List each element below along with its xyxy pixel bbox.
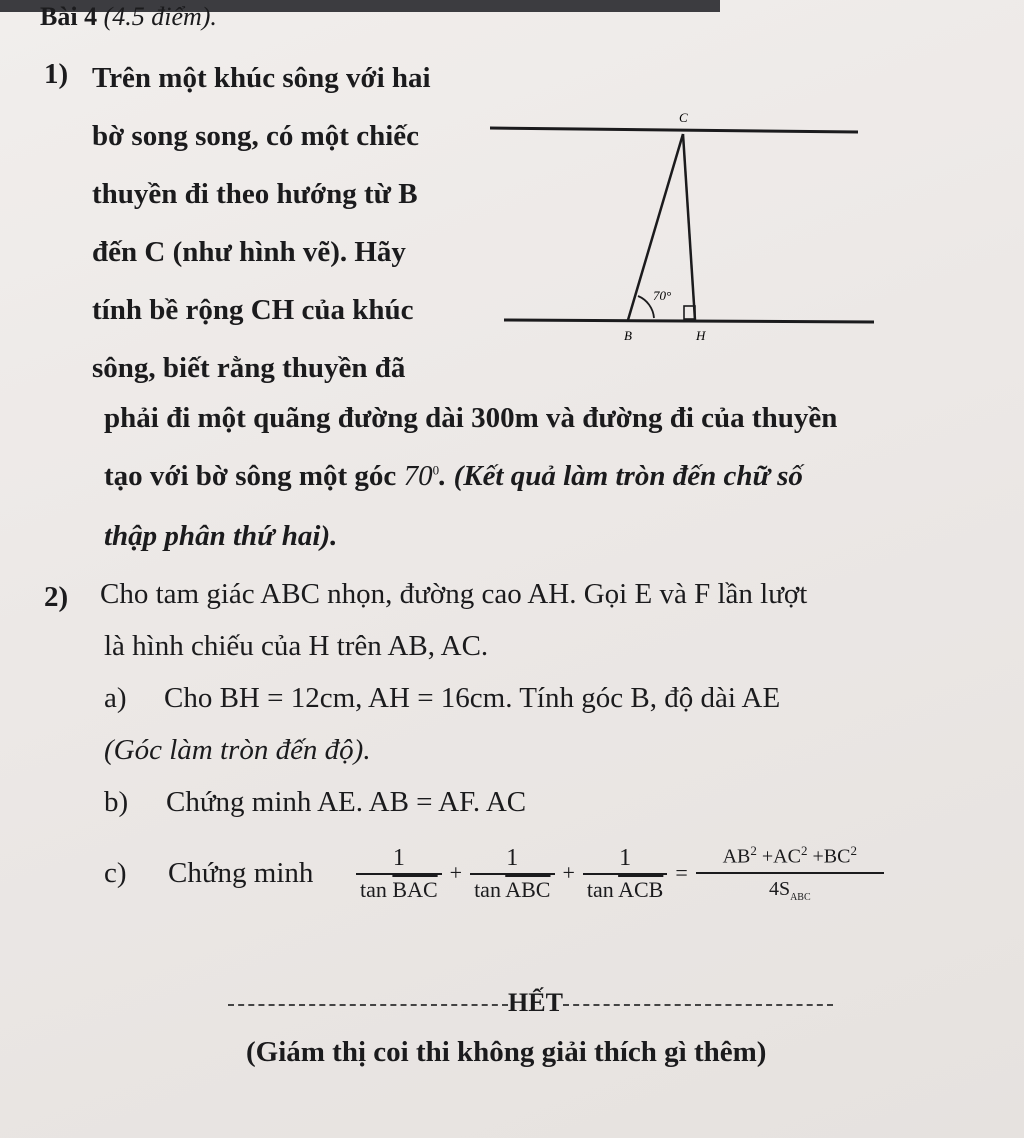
label-h: H xyxy=(696,328,706,343)
problem-1-line: bờ song song, có một chiếc xyxy=(92,120,420,152)
problem-2-number: 2) xyxy=(44,581,69,613)
end-dash-right xyxy=(563,1004,833,1006)
angle-label: 70° xyxy=(653,288,672,303)
problem-1-line-8: tạo với bờ sông một góc $70^0$. (Kết quả làm tròn đến chữ số xyxy=(104,460,803,492)
problem-2-intro-2: là hình chiếu của H trên AB, AC. xyxy=(104,630,489,662)
problem-1-line-7: phải đi một quãng đường dài 300m và đường đi của thuyền xyxy=(104,402,838,434)
problem-1-line: sông, biết rằng thuyền đã xyxy=(92,352,406,384)
proctor-note: (Giám thị coi thi không giải thích gì thêm) xyxy=(246,1036,767,1068)
problem-1-number: 1) xyxy=(44,58,69,90)
label-c: C xyxy=(679,110,688,125)
fraction-cot-b: $\frac{1}{\tan \overline{ABC}}$ xyxy=(470,843,554,903)
part-c-text: Chứng minh xyxy=(168,857,314,889)
problem-1-line: thuyền đi theo hướng từ B xyxy=(92,178,418,210)
part-b-label: b) xyxy=(104,786,129,818)
end-marker: HẾT xyxy=(228,988,833,1018)
river-diagram xyxy=(490,100,890,350)
label-b: B xyxy=(624,328,632,343)
problem-2-intro-1: Cho tam giác ABC nhọn, đường cao AH. Gọi E và F lần lượt xyxy=(100,578,808,610)
identity-formula: $\frac{1}{\tan \overline{BAC}}$ + $\frac{1}{\tan \overline{ABC}}$ + $\frac{1}{\tan \overline{ACB}}$ = $\frac{AB^2 +AC^2 +BC^2}{4S_{ABC}}$ xyxy=(354,836,886,911)
part-a-label: a) xyxy=(104,682,127,714)
problem-1-text xyxy=(92,49,431,397)
fraction-rhs: $\frac{AB^2 +AC^2 +BC^2}{4S_{ABC}}$ xyxy=(696,836,884,911)
part-c-label: c) xyxy=(104,857,127,889)
part-a-text: Cho BH = 12cm, AH = 16cm. Tính góc B, độ dài AE xyxy=(164,682,781,714)
exercise-title: Bài 4 (4.5 điểm). xyxy=(40,2,217,31)
problem-1-line: đến C (như hình vẽ). Hãy xyxy=(92,236,406,268)
width-segment-ch xyxy=(683,134,695,320)
river-bank-top xyxy=(490,128,858,132)
end-dash-left xyxy=(228,1004,508,1006)
fraction-cot-a: $\frac{1}{\tan \overline{BAC}}$ xyxy=(356,843,442,903)
part-b-text: Chứng minh AE. AB = AF. AC xyxy=(166,786,527,818)
problem-1-line-9: thập phân thứ hai). xyxy=(104,520,338,552)
problem-1-line: Trên một khúc sông với hai xyxy=(92,62,431,94)
part-a-note: (Góc làm tròn đến độ). xyxy=(104,734,371,766)
problem-1-line: tính bề rộng CH của khúc xyxy=(92,294,414,326)
river-bank-bottom xyxy=(504,320,874,322)
fraction-cot-c: $\frac{1}{\tan \overline{ACB}}$ xyxy=(583,843,667,903)
angle-arc xyxy=(638,296,654,318)
